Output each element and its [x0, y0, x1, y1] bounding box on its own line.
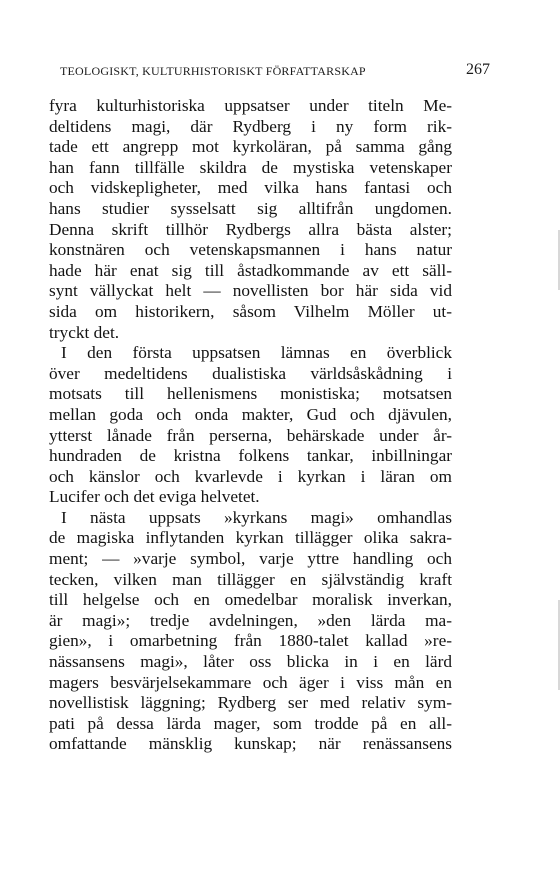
- text-line: mellan goda och onda makter, Gud och djävulen,: [49, 404, 452, 424]
- text-line: ytterst lånade från perserna, behärskade under år-: [49, 425, 452, 445]
- text-line: Denna skrift tillhör Rydbergs allra bästa alster;: [49, 219, 452, 239]
- text-line: fyra kulturhistoriska uppsatser under titeln Me-: [49, 96, 452, 115]
- text-line: och vidskepligheter, med vilka hans fantasi och: [49, 178, 452, 198]
- text-line: är magi»; tredje avdelningen, »den lärda ma-: [49, 610, 452, 630]
- text-line: pati på dessa lärda mager, som trodde på en all-: [49, 713, 452, 733]
- text-line: och känslor och kvarlevde i kyrkan i läran om: [49, 466, 452, 486]
- text-line: sida om historikern, såsom Vilhelm Möller ut-: [49, 301, 452, 321]
- body-text: [49, 96, 452, 755]
- text-line: han fann tillfälle skildra de mystiska vetenskaper: [49, 157, 452, 177]
- text-line: motsats till hellenismens monistiska; motsatsen: [49, 384, 452, 404]
- text-line: ment; — »varje symbol, varje yttre handling och: [49, 549, 452, 569]
- text-line: hans studier sysselsatt sig alltifrån ungdomen.: [49, 198, 452, 218]
- text-line: tade ett angrepp mot kyrkoläran, på samma gång: [49, 137, 452, 157]
- page-header: [60, 61, 490, 79]
- text-line: de magiska inflytanden kyrkan tillägger olika sakra-: [49, 528, 452, 548]
- text-line: konstnären och vetenskapsmannen i hans natur: [49, 240, 452, 260]
- text-line: I den första uppsatsen lämnas en överblick: [61, 343, 452, 363]
- text-line: magers besvärjelsekammare och äger i viss mån en: [49, 672, 452, 692]
- page-number: 267: [466, 61, 490, 78]
- text-line: över medeltidens dualistiska världsåskådning i: [49, 363, 452, 383]
- text-line: deltidens magi, där Rydberg i ny form rik-: [49, 116, 452, 136]
- text-line: till helgelse och en omedelbar moralisk inverkan,: [49, 590, 452, 610]
- running-title: TEOLOGISKT, KULTURHISTORISKT FÖRFATTARSKAP: [60, 64, 366, 78]
- text-line: tryckt det.: [49, 322, 120, 342]
- text-line: omfattande mänsklig kunskap; när renässansens: [49, 734, 452, 754]
- text-line: I nästa uppsats »kyrkans magi» omhandlas: [61, 507, 452, 527]
- text-line: hade här enat sig till åstadkommande av ett säll-: [49, 260, 452, 280]
- text-line: tecken, vilken man tillägger en självständig kraft: [49, 569, 452, 589]
- text-line: gien», i omarbetning från 1880-talet kallad »re-: [49, 631, 452, 651]
- text-line: synt vällyckat helt — novellisten bor här sida vid: [49, 281, 452, 301]
- text-line: novellistisk läggning; Rydberg ser med relativ sym-: [49, 693, 452, 713]
- text-line: nässansens magi», låter oss blicka in i en lärd: [49, 652, 452, 672]
- text-line: Lucifer och det eviga helvetet.: [49, 487, 260, 507]
- text-line: hundraden de kristna folkens tankar, inbillningar: [49, 446, 452, 466]
